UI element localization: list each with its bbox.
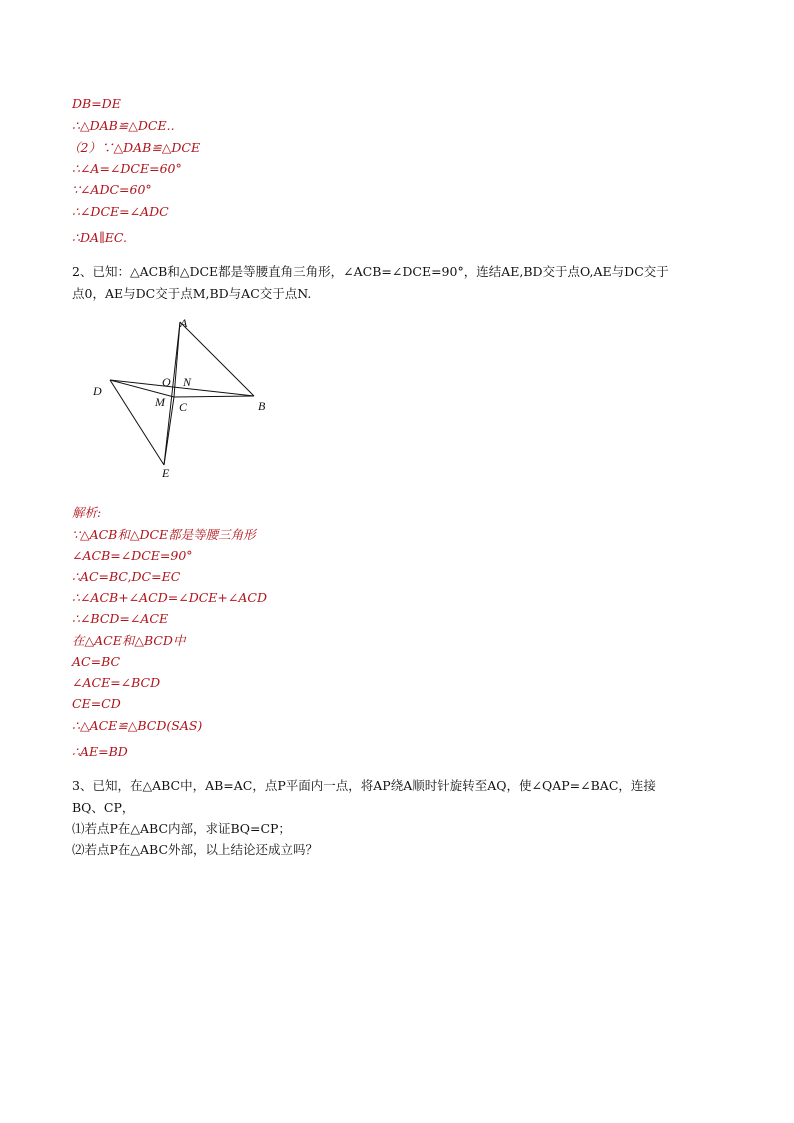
question-3-part-2: ⑵若点P在△ABC外部，以上结论还成立吗？	[72, 842, 319, 857]
proof-line: ∵∠ADC=60°	[72, 182, 152, 197]
solution-line: ∴AC=BC,DC=EC	[72, 569, 181, 584]
question-3-part-1: ⑴若点P在△ABC内部，求证BQ=CP；	[72, 821, 291, 836]
segment-cb	[174, 396, 254, 397]
proof-line: ∴∠DCE=∠ADC	[72, 204, 169, 219]
solution-line: ∴△ACE≌△BCD(SAS)	[72, 718, 203, 733]
question-3-line-1: 3、已知，在△ABC中，AB=AC，点P平面内一点，将AP绕A顺时针旋转至AQ，使∠QAP=∠BAC，连接	[72, 778, 656, 793]
proof-line: （2）∵△DAB≌△DCE	[68, 140, 201, 155]
label-a: A	[180, 316, 188, 330]
proof-line: ∴DA∥EC.	[72, 230, 127, 245]
segment-bd	[110, 380, 254, 396]
question-2-line-1: 2、已知：△ACB和△DCE都是等腰直角三角形，∠ACB=∠DCE=90°，连结AE,BD交于点O,AE与DC交于	[72, 264, 669, 279]
question-3-line-2: BQ、CP，	[72, 800, 135, 815]
proof-line: ∴∠A=∠DCE=60°	[72, 161, 182, 176]
solution-line: ∠ACB=∠DCE=90°	[72, 548, 193, 563]
proof-line: DB=DE	[72, 96, 121, 111]
label-c: C	[179, 400, 188, 414]
solution-line: ∠ACE=∠BCD	[72, 675, 161, 690]
question-2-line-2: 点0，AE与DC交于点M,BD与AC交于点N.	[72, 286, 312, 301]
label-d: D	[93, 384, 102, 398]
label-b: B	[258, 399, 266, 413]
solution-line: 在△ACE和△BCD中	[72, 633, 186, 648]
geometry-figure	[84, 314, 274, 484]
solution-line: ∴∠BCD=∠ACE	[72, 611, 169, 626]
solution-line: ∴AE=BD	[72, 744, 128, 759]
segment-ab	[180, 322, 254, 396]
label-o: O	[162, 375, 171, 389]
solution-line: 解析:	[72, 505, 102, 520]
solution-line: CE=CD	[72, 696, 121, 711]
segment-de	[110, 380, 164, 465]
label-n: N	[183, 375, 192, 389]
segment-ae	[164, 322, 180, 465]
solution-line: ∴∠ACB+∠ACD=∠DCE+∠ACD	[72, 590, 267, 605]
label-e: E	[162, 466, 170, 480]
proof-line: ∴△DAB≌△DCE..	[72, 118, 175, 133]
label-m: M	[155, 395, 165, 409]
solution-line: ∵△ACB和△DCE都是等腰三角形	[72, 527, 256, 542]
solution-line: AC=BC	[72, 654, 121, 669]
